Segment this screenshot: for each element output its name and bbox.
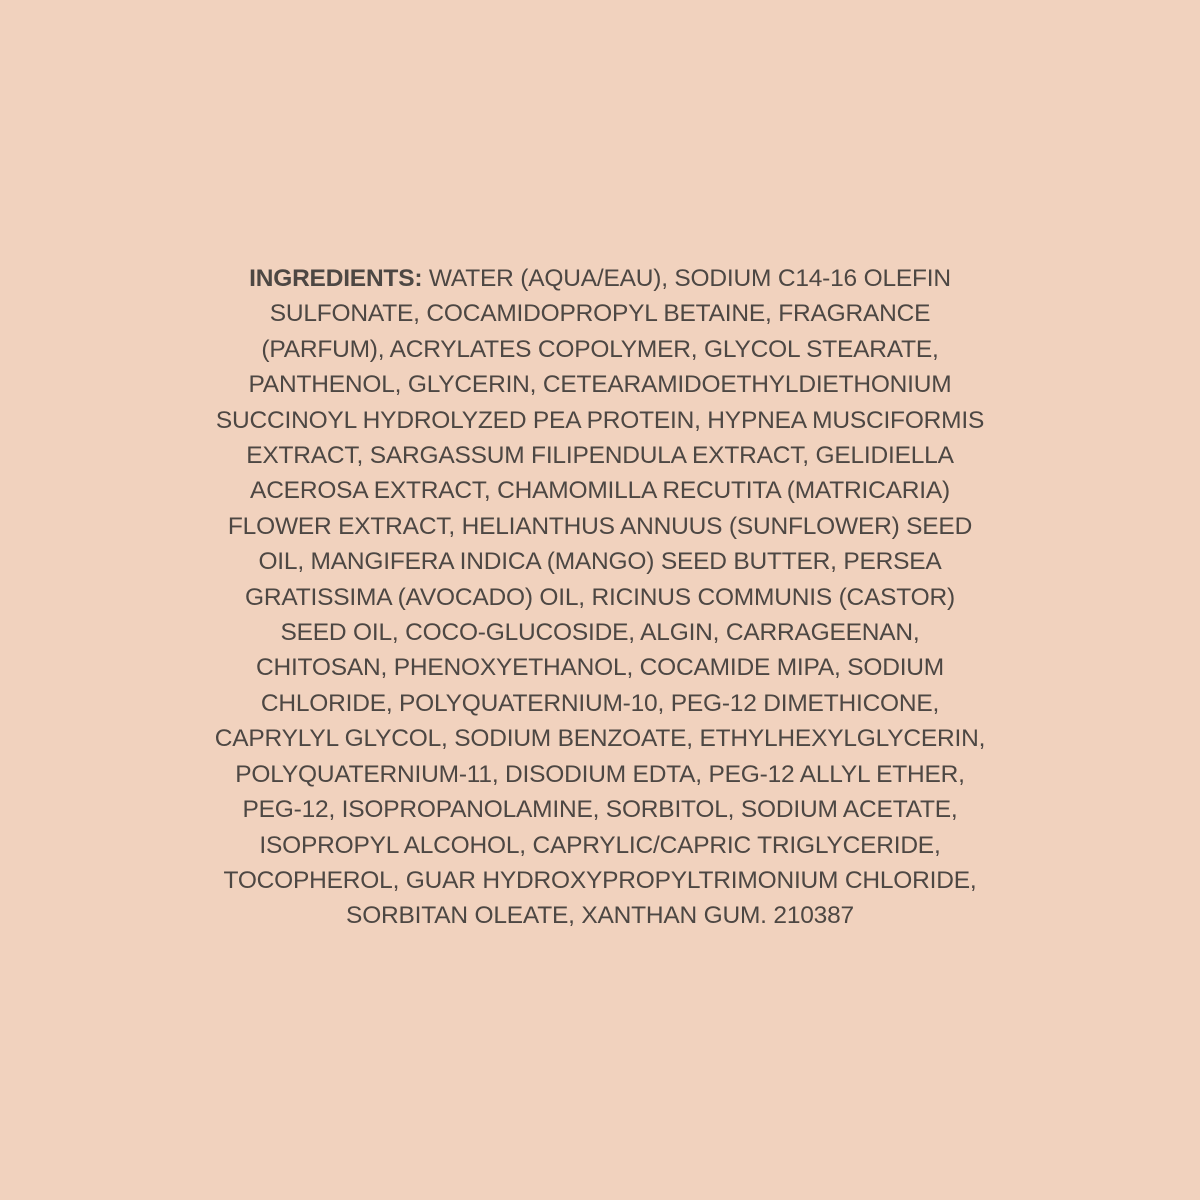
ingredients-line: SORBITAN OLEATE, XANTHAN GUM. 210387 bbox=[346, 902, 854, 930]
ingredients-line: CHLORIDE, POLYQUATERNIUM-10, PEG-12 DIMETHICONE, bbox=[260, 689, 940, 717]
ingredients-line: POLYQUATERNIUM-11, DISODIUM EDTA, PEG-12 ALLYL ETHER, bbox=[235, 760, 965, 788]
ingredients-line: ACEROSA EXTRACT, CHAMOMILLA RECUTITA (MATRICARIA) bbox=[250, 477, 950, 505]
ingredients-line: CAPRYLYL GLYCOL, SODIUM BENZOATE, ETHYLHEXYLGLYCERIN, bbox=[214, 725, 986, 753]
ingredients-line: SULFONATE, COCAMIDOPROPYL BETAINE, FRAGRANCE bbox=[269, 300, 931, 328]
ingredients-line: ISOPROPYL ALCOHOL, CAPRYLIC/CAPRIC TRIGLYCERIDE, bbox=[259, 831, 941, 859]
ingredients-line: CHITOSAN, PHENOXYETHANOL, COCAMIDE MIPA, SODIUM bbox=[255, 654, 945, 682]
ingredients-line: PANTHENOL, GLYCERIN, CETEARAMIDOETHYLDIETHONIUM bbox=[248, 371, 952, 399]
ingredients-line: PEG-12, ISOPROPANOLAMINE, SORBITOL, SODIUM ACETATE, bbox=[242, 796, 958, 824]
ingredients-line: GRATISSIMA (AVOCADO) OIL, RICINUS COMMUNIS (CASTOR) bbox=[245, 583, 955, 611]
ingredients-line: (PARFUM), ACRYLATES COPOLYMER, GLYCOL STEARATE, bbox=[261, 335, 939, 363]
ingredients-line bbox=[0, 261, 1200, 296]
ingredients-line-text: WATER (AQUA/EAU), SODIUM C14-16 OLEFIN bbox=[428, 265, 951, 292]
ingredients-list bbox=[0, 261, 1200, 934]
ingredients-line: FLOWER EXTRACT, HELIANTHUS ANNUUS (SUNFLOWER) SEED bbox=[227, 512, 973, 540]
ingredients-line: SEED OIL, COCO-GLUCOSIDE, ALGIN, CARRAGEENAN, bbox=[280, 619, 920, 647]
ingredients-line: OIL, MANGIFERA INDICA (MANGO) SEED BUTTER, PERSEA bbox=[258, 548, 942, 576]
ingredients-line: EXTRACT, SARGASSUM FILIPENDULA EXTRACT, GELIDIELLA bbox=[246, 442, 954, 470]
ingredients-heading: INGREDIENTS: bbox=[249, 265, 423, 292]
ingredients-line: SUCCINOYL HYDROLYZED PEA PROTEIN, HYPNEA MUSCIFORMIS bbox=[215, 406, 985, 434]
ingredients-line: TOCOPHEROL, GUAR HYDROXYPROPYLTRIMONIUM CHLORIDE, bbox=[223, 866, 977, 894]
